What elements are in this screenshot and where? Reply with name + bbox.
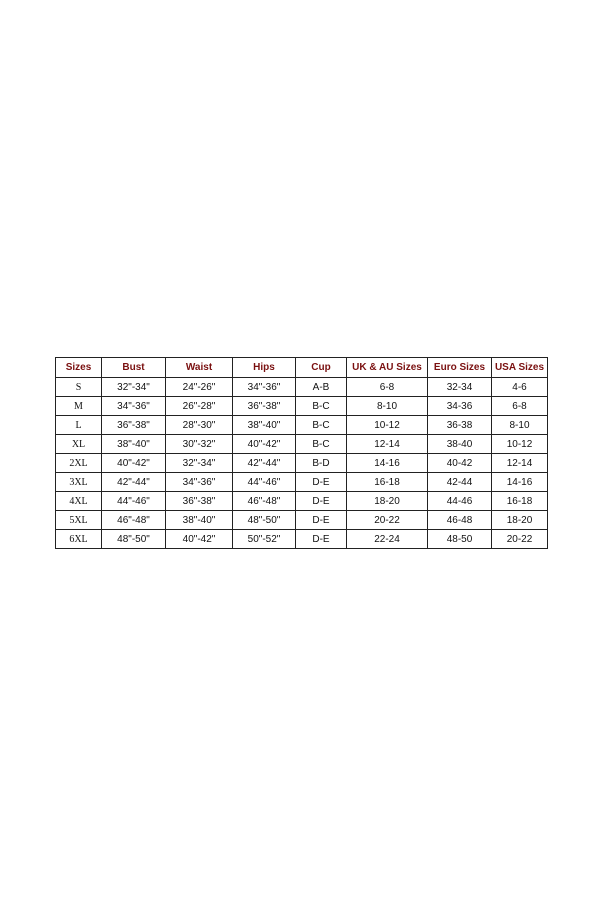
cell-size: 6XL xyxy=(56,530,102,549)
cell-waist: 32"-34" xyxy=(166,454,233,473)
cell-size: 3XL xyxy=(56,473,102,492)
cell-waist: 40"-42" xyxy=(166,530,233,549)
cell-size: XL xyxy=(56,435,102,454)
cell-hips: 36"-38" xyxy=(233,397,296,416)
cell-hips: 44"-46" xyxy=(233,473,296,492)
table-row xyxy=(56,530,548,549)
header-hips: Hips xyxy=(233,358,296,378)
cell-waist: 34"-36" xyxy=(166,473,233,492)
header-uk-au-sizes: UK & AU Sizes xyxy=(347,358,428,378)
table-row xyxy=(56,378,548,397)
cell-bust: 44"-46" xyxy=(102,492,166,511)
cell-usa-size: 18-20 xyxy=(492,511,548,530)
cell-cup: A-B xyxy=(296,378,347,397)
cell-bust: 42"-44" xyxy=(102,473,166,492)
cell-cup: D-E xyxy=(296,530,347,549)
size-table-body xyxy=(56,378,548,549)
cell-euro-size: 38-40 xyxy=(428,435,492,454)
cell-size: M xyxy=(56,397,102,416)
cell-bust: 32"-34" xyxy=(102,378,166,397)
cell-euro-size: 32-34 xyxy=(428,378,492,397)
cell-waist: 28"-30" xyxy=(166,416,233,435)
cell-cup: D-E xyxy=(296,511,347,530)
size-chart-table xyxy=(55,357,548,549)
cell-size: 2XL xyxy=(56,454,102,473)
cell-bust: 40"-42" xyxy=(102,454,166,473)
cell-euro-size: 46-48 xyxy=(428,511,492,530)
cell-cup: D-E xyxy=(296,473,347,492)
cell-usa-size: 4-6 xyxy=(492,378,548,397)
header-waist: Waist xyxy=(166,358,233,378)
cell-uk-au-size: 20-22 xyxy=(347,511,428,530)
table-row xyxy=(56,492,548,511)
cell-uk-au-size: 18-20 xyxy=(347,492,428,511)
cell-cup: D-E xyxy=(296,492,347,511)
cell-euro-size: 44-46 xyxy=(428,492,492,511)
cell-cup: B-D xyxy=(296,454,347,473)
cell-size: L xyxy=(56,416,102,435)
cell-uk-au-size: 8-10 xyxy=(347,397,428,416)
cell-usa-size: 12-14 xyxy=(492,454,548,473)
cell-waist: 24"-26" xyxy=(166,378,233,397)
cell-usa-size: 20-22 xyxy=(492,530,548,549)
cell-euro-size: 34-36 xyxy=(428,397,492,416)
cell-waist: 30"-32" xyxy=(166,435,233,454)
cell-usa-size: 6-8 xyxy=(492,397,548,416)
header-row xyxy=(56,358,548,378)
cell-hips: 42"-44" xyxy=(233,454,296,473)
cell-bust: 36"-38" xyxy=(102,416,166,435)
cell-usa-size: 16-18 xyxy=(492,492,548,511)
cell-size: 4XL xyxy=(56,492,102,511)
cell-size: S xyxy=(56,378,102,397)
table-row xyxy=(56,416,548,435)
cell-hips: 50"-52" xyxy=(233,530,296,549)
table-row xyxy=(56,435,548,454)
header-usa-sizes: USA Sizes xyxy=(492,358,548,378)
cell-usa-size: 8-10 xyxy=(492,416,548,435)
cell-bust: 38"-40" xyxy=(102,435,166,454)
cell-uk-au-size: 10-12 xyxy=(347,416,428,435)
cell-cup: B-C xyxy=(296,435,347,454)
cell-euro-size: 36-38 xyxy=(428,416,492,435)
table-row xyxy=(56,454,548,473)
table-row xyxy=(56,473,548,492)
cell-waist: 36"-38" xyxy=(166,492,233,511)
cell-euro-size: 42-44 xyxy=(428,473,492,492)
cell-euro-size: 40-42 xyxy=(428,454,492,473)
cell-uk-au-size: 22-24 xyxy=(347,530,428,549)
cell-hips: 40"-42" xyxy=(233,435,296,454)
cell-waist: 26"-28" xyxy=(166,397,233,416)
cell-hips: 46"-48" xyxy=(233,492,296,511)
cell-uk-au-size: 12-14 xyxy=(347,435,428,454)
cell-hips: 48"-50" xyxy=(233,511,296,530)
cell-usa-size: 14-16 xyxy=(492,473,548,492)
cell-euro-size: 48-50 xyxy=(428,530,492,549)
cell-bust: 34"-36" xyxy=(102,397,166,416)
cell-cup: B-C xyxy=(296,416,347,435)
cell-hips: 38"-40" xyxy=(233,416,296,435)
cell-bust: 48"-50" xyxy=(102,530,166,549)
table-row xyxy=(56,397,548,416)
cell-uk-au-size: 16-18 xyxy=(347,473,428,492)
cell-waist: 38"-40" xyxy=(166,511,233,530)
cell-size: 5XL xyxy=(56,511,102,530)
cell-hips: 34"-36" xyxy=(233,378,296,397)
cell-uk-au-size: 6-8 xyxy=(347,378,428,397)
header-sizes: Sizes xyxy=(56,358,102,378)
cell-cup: B-C xyxy=(296,397,347,416)
cell-usa-size: 10-12 xyxy=(492,435,548,454)
header-cup: Cup xyxy=(296,358,347,378)
cell-uk-au-size: 14-16 xyxy=(347,454,428,473)
header-euro-sizes: Euro Sizes xyxy=(428,358,492,378)
header-bust: Bust xyxy=(102,358,166,378)
table-row xyxy=(56,511,548,530)
cell-bust: 46"-48" xyxy=(102,511,166,530)
